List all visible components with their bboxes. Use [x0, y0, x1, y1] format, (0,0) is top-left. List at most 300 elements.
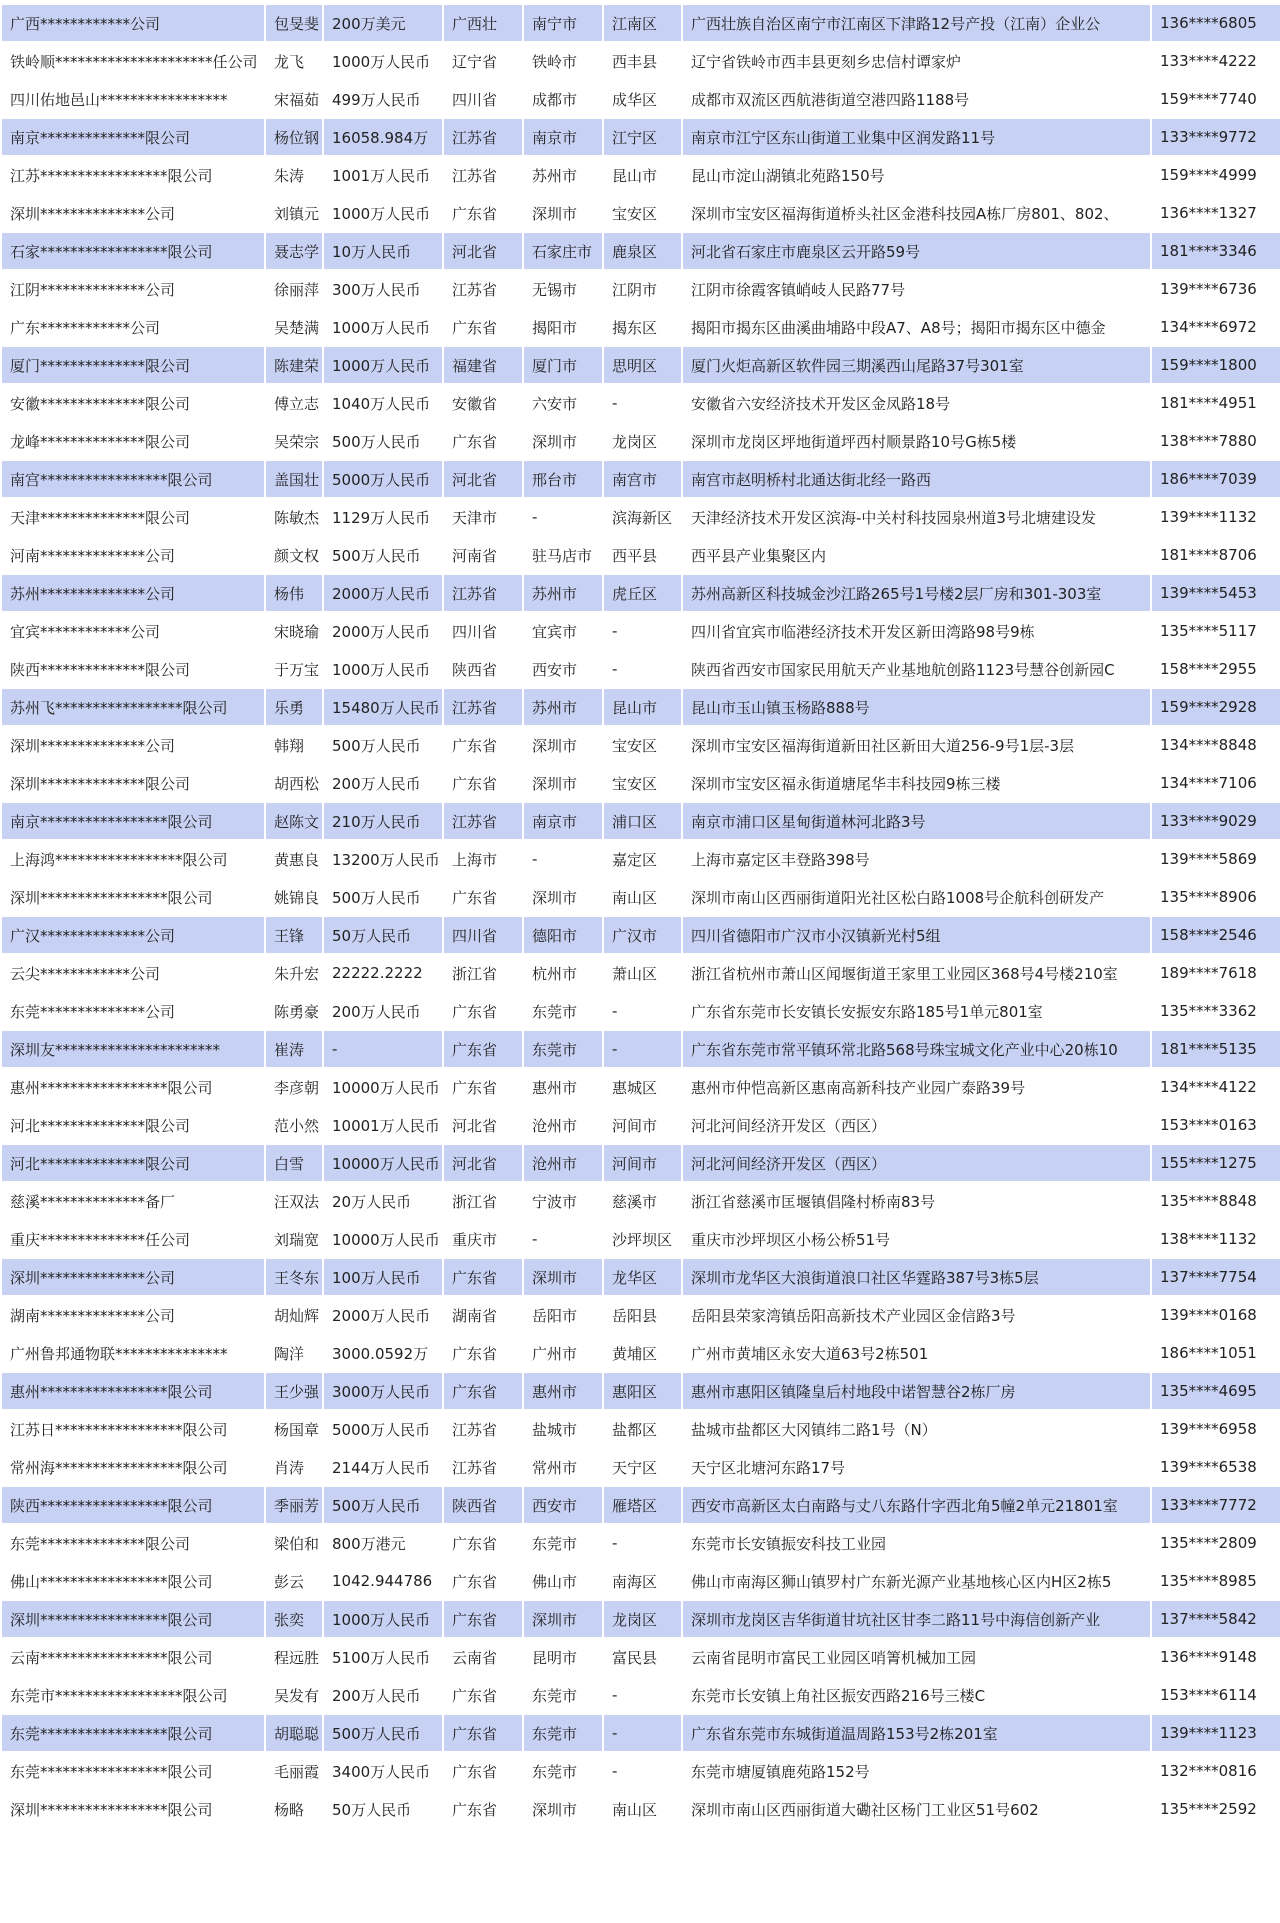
district-cell: -	[604, 1677, 681, 1713]
registered-capital-cell: 500万人民币	[324, 879, 442, 915]
city-cell: 南京市	[524, 803, 602, 839]
registered-capital-cell: 1000万人民币	[324, 195, 442, 231]
phone-cell: 158****2546	[1152, 917, 1280, 953]
registered-capital-cell: 3000万人民币	[324, 1373, 442, 1409]
phone-cell: 159****1800	[1152, 347, 1280, 383]
legal-person-cell: 韩翔	[266, 727, 322, 763]
legal-person-cell: 杨位钢	[266, 119, 322, 155]
city-cell: 深圳市	[524, 1259, 602, 1295]
phone-cell: 134****4122	[1152, 1069, 1280, 1105]
address-cell: 云南省昆明市富民工业园区哨箐机械加工园	[683, 1639, 1150, 1675]
table-body	[2, 5, 1280, 1827]
phone-cell: 135****8848	[1152, 1183, 1280, 1219]
company-name-cell: 东莞市*****************限公司	[2, 1677, 264, 1713]
phone-cell: 138****1132	[1152, 1221, 1280, 1257]
legal-person-cell: 吴发有	[266, 1677, 322, 1713]
address-cell: 广西壮族自治区南宁市江南区下津路12号产投（江南）企业公	[683, 5, 1150, 41]
legal-person-cell: 聂志学	[266, 233, 322, 269]
address-cell: 西平县产业集聚区内	[683, 537, 1150, 573]
province-cell: 广东省	[444, 879, 522, 915]
province-cell: 浙江省	[444, 955, 522, 991]
district-cell: 鹿泉区	[604, 233, 681, 269]
province-cell: 四川省	[444, 917, 522, 953]
city-cell: 苏州市	[524, 157, 602, 193]
address-cell: 浙江省慈溪市匡堰镇倡隆村桥南83号	[683, 1183, 1150, 1219]
province-cell: 广东省	[444, 727, 522, 763]
district-cell: -	[604, 1525, 681, 1561]
company-name-cell: 河北**************限公司	[2, 1145, 264, 1181]
district-cell: 河间市	[604, 1145, 681, 1181]
city-cell: 沧州市	[524, 1145, 602, 1181]
district-cell: -	[604, 1715, 681, 1751]
city-cell: 揭阳市	[524, 309, 602, 345]
legal-person-cell: 宋晓瑜	[266, 613, 322, 649]
company-name-cell: 深圳友**********************	[2, 1031, 264, 1067]
phone-cell: 135****8906	[1152, 879, 1280, 915]
phone-cell: 133****4222	[1152, 43, 1280, 79]
city-cell: 昆明市	[524, 1639, 602, 1675]
district-cell: -	[604, 993, 681, 1029]
phone-cell: 134****7106	[1152, 765, 1280, 801]
district-cell: 江阴市	[604, 271, 681, 307]
phone-cell: 159****4999	[1152, 157, 1280, 193]
legal-person-cell: 盖国壮	[266, 461, 322, 497]
table-row	[2, 1411, 1280, 1447]
city-cell: 铁岭市	[524, 43, 602, 79]
city-cell: 东莞市	[524, 1753, 602, 1789]
legal-person-cell: 吴荣宗	[266, 423, 322, 459]
district-cell: 浦口区	[604, 803, 681, 839]
city-cell: 惠州市	[524, 1373, 602, 1409]
address-cell: 河北河间经济开发区（西区）	[683, 1145, 1150, 1181]
table-row	[2, 461, 1280, 497]
address-cell: 陕西省西安市国家民用航天产业基地航创路1123号慧谷创新园C	[683, 651, 1150, 687]
company-name-cell: 河南**************公司	[2, 537, 264, 573]
city-cell: 邢台市	[524, 461, 602, 497]
address-cell: 浙江省杭州市萧山区闻堰街道王家里工业园区368号4号楼210室	[683, 955, 1150, 991]
district-cell: 天宁区	[604, 1449, 681, 1485]
district-cell: 西平县	[604, 537, 681, 573]
registered-capital-cell: 2000万人民币	[324, 1297, 442, 1333]
table-row	[2, 1753, 1280, 1789]
district-cell: 南宫市	[604, 461, 681, 497]
phone-cell: 189****7618	[1152, 955, 1280, 991]
city-cell: 东莞市	[524, 1715, 602, 1751]
registered-capital-cell: 1000万人民币	[324, 347, 442, 383]
company-table	[0, 3, 1280, 1829]
district-cell: 揭东区	[604, 309, 681, 345]
company-name-cell: 深圳**************限公司	[2, 765, 264, 801]
district-cell: 岳阳县	[604, 1297, 681, 1333]
table-row	[2, 689, 1280, 725]
legal-person-cell: 胡聪聪	[266, 1715, 322, 1751]
city-cell: 无锡市	[524, 271, 602, 307]
city-cell: 石家庄市	[524, 233, 602, 269]
registered-capital-cell: 10万人民币	[324, 233, 442, 269]
phone-cell: 133****9772	[1152, 119, 1280, 155]
table-row	[2, 195, 1280, 231]
legal-person-cell: 傅立志	[266, 385, 322, 421]
table-row	[2, 1601, 1280, 1637]
registered-capital-cell: 22222.2222	[324, 955, 442, 991]
registered-capital-cell: 16058.984万	[324, 119, 442, 155]
address-cell: 深圳市龙岗区吉华街道甘坑社区甘李二路11号中海信创新产业	[683, 1601, 1150, 1637]
city-cell: 常州市	[524, 1449, 602, 1485]
company-name-cell: 深圳**************公司	[2, 195, 264, 231]
city-cell: 东莞市	[524, 1677, 602, 1713]
company-name-cell: 湖南**************公司	[2, 1297, 264, 1333]
city-cell: 深圳市	[524, 765, 602, 801]
legal-person-cell: 赵陈文	[266, 803, 322, 839]
phone-cell: 139****1132	[1152, 499, 1280, 535]
province-cell: 福建省	[444, 347, 522, 383]
city-cell: 深圳市	[524, 1791, 602, 1827]
province-cell: 河北省	[444, 1107, 522, 1143]
district-cell: 雁塔区	[604, 1487, 681, 1523]
registered-capital-cell: 50万人民币	[324, 1791, 442, 1827]
address-cell: 广东省东莞市长安镇长安振安东路185号1单元801室	[683, 993, 1150, 1029]
registered-capital-cell: 2000万人民币	[324, 575, 442, 611]
province-cell: 广东省	[444, 765, 522, 801]
address-cell: 深圳市宝安区福永街道塘尾华丰科技园9栋三楼	[683, 765, 1150, 801]
district-cell: -	[604, 1753, 681, 1789]
city-cell: -	[524, 841, 602, 877]
address-cell: 东莞市塘厦镇鹿苑路152号	[683, 1753, 1150, 1789]
company-name-cell: 厦门**************限公司	[2, 347, 264, 383]
company-name-cell: 东莞**************限公司	[2, 1525, 264, 1561]
table-row	[2, 955, 1280, 991]
province-cell: 广东省	[444, 1525, 522, 1561]
phone-cell: 186****7039	[1152, 461, 1280, 497]
address-cell: 东莞市长安镇上角社区振安西路216号三楼C	[683, 1677, 1150, 1713]
table-row	[2, 575, 1280, 611]
table-row	[2, 233, 1280, 269]
phone-cell: 139****6736	[1152, 271, 1280, 307]
phone-cell: 139****6958	[1152, 1411, 1280, 1447]
province-cell: 广东省	[444, 1677, 522, 1713]
registered-capital-cell: 10001万人民币	[324, 1107, 442, 1143]
company-name-cell: 河北**************限公司	[2, 1107, 264, 1143]
province-cell: 湖南省	[444, 1297, 522, 1333]
legal-person-cell: 吴楚满	[266, 309, 322, 345]
address-cell: 南京市浦口区星甸街道林河北路3号	[683, 803, 1150, 839]
province-cell: 四川省	[444, 81, 522, 117]
district-cell: 龙岗区	[604, 1601, 681, 1637]
city-cell: -	[524, 1221, 602, 1257]
company-name-cell: 南京*****************限公司	[2, 803, 264, 839]
address-cell: 河北河间经济开发区（西区）	[683, 1107, 1150, 1143]
city-cell: 岳阳市	[524, 1297, 602, 1333]
company-name-cell: 龙峰**************限公司	[2, 423, 264, 459]
table-row	[2, 1373, 1280, 1409]
registered-capital-cell: 1129万人民币	[324, 499, 442, 535]
table-row	[2, 1259, 1280, 1295]
province-cell: 河南省	[444, 537, 522, 573]
city-cell: 西安市	[524, 1487, 602, 1523]
province-cell: 广东省	[444, 1031, 522, 1067]
table-row	[2, 727, 1280, 763]
table-row	[2, 423, 1280, 459]
legal-person-cell: 王冬东	[266, 1259, 322, 1295]
company-name-cell: 宜宾************公司	[2, 613, 264, 649]
district-cell: 宝安区	[604, 727, 681, 763]
city-cell: 成都市	[524, 81, 602, 117]
address-cell: 河北省石家庄市鹿泉区云开路59号	[683, 233, 1150, 269]
address-cell: 上海市嘉定区丰登路398号	[683, 841, 1150, 877]
phone-cell: 181****3346	[1152, 233, 1280, 269]
registered-capital-cell: 100万人民币	[324, 1259, 442, 1295]
company-name-cell: 铁岭顺*********************任公司	[2, 43, 264, 79]
registered-capital-cell: 5000万人民币	[324, 461, 442, 497]
table-row	[2, 879, 1280, 915]
city-cell: 深圳市	[524, 1601, 602, 1637]
company-name-cell: 重庆**************任公司	[2, 1221, 264, 1257]
district-cell: 昆山市	[604, 689, 681, 725]
phone-cell: 181****5135	[1152, 1031, 1280, 1067]
province-cell: 江苏省	[444, 803, 522, 839]
province-cell: 广东省	[444, 1791, 522, 1827]
province-cell: 广东省	[444, 993, 522, 1029]
table-row	[2, 5, 1280, 41]
company-name-cell: 江苏日*****************限公司	[2, 1411, 264, 1447]
legal-person-cell: 徐丽萍	[266, 271, 322, 307]
registered-capital-cell: 210万人民币	[324, 803, 442, 839]
legal-person-cell: 王锋	[266, 917, 322, 953]
company-name-cell: 云南*****************限公司	[2, 1639, 264, 1675]
province-cell: 河北省	[444, 233, 522, 269]
company-name-cell: 南宫*****************限公司	[2, 461, 264, 497]
district-cell: 南海区	[604, 1563, 681, 1599]
company-name-cell: 陕西*****************限公司	[2, 1487, 264, 1523]
legal-person-cell: 乐勇	[266, 689, 322, 725]
table-row	[2, 803, 1280, 839]
table-row	[2, 1449, 1280, 1485]
legal-person-cell: 王少强	[266, 1373, 322, 1409]
province-cell: 天津市	[444, 499, 522, 535]
legal-person-cell: 杨国章	[266, 1411, 322, 1447]
registered-capital-cell: 500万人民币	[324, 727, 442, 763]
address-cell: 西安市高新区太白南路与丈八东路什字西北角5幢2单元21801室	[683, 1487, 1150, 1523]
district-cell: -	[604, 385, 681, 421]
phone-cell: 135****4695	[1152, 1373, 1280, 1409]
company-name-cell: 云尖************公司	[2, 955, 264, 991]
phone-cell: 155****1275	[1152, 1145, 1280, 1181]
city-cell: 杭州市	[524, 955, 602, 991]
legal-person-cell: 朱涛	[266, 157, 322, 193]
table-row	[2, 43, 1280, 79]
registered-capital-cell: 13200万人民币	[324, 841, 442, 877]
legal-person-cell: 季丽芳	[266, 1487, 322, 1523]
province-cell: 江苏省	[444, 689, 522, 725]
address-cell: 深圳市龙华区大浪街道浪口社区华霆路387号3栋5层	[683, 1259, 1150, 1295]
district-cell: 宝安区	[604, 195, 681, 231]
address-cell: 广州市黄埔区永安大道63号2栋501	[683, 1335, 1150, 1371]
legal-person-cell: 崔涛	[266, 1031, 322, 1067]
address-cell: 广东省东莞市东城街道温周路153号2栋201室	[683, 1715, 1150, 1751]
city-cell: 惠州市	[524, 1069, 602, 1105]
registered-capital-cell: 15480万人民币	[324, 689, 442, 725]
province-cell: 四川省	[444, 613, 522, 649]
table-row	[2, 1145, 1280, 1181]
address-cell: 四川省宜宾市临港经济技术开发区新田湾路98号9栋	[683, 613, 1150, 649]
province-cell: 广东省	[444, 1259, 522, 1295]
table-row	[2, 157, 1280, 193]
district-cell: 江南区	[604, 5, 681, 41]
legal-person-cell: 张奕	[266, 1601, 322, 1637]
province-cell: 安徽省	[444, 385, 522, 421]
legal-person-cell: 杨伟	[266, 575, 322, 611]
phone-cell: 137****5842	[1152, 1601, 1280, 1637]
address-cell: 盐城市盐都区大冈镇纬二路1号（N）	[683, 1411, 1150, 1447]
company-name-cell: 江阴**************公司	[2, 271, 264, 307]
province-cell: 广东省	[444, 1563, 522, 1599]
registered-capital-cell: 50万人民币	[324, 917, 442, 953]
legal-person-cell: 范小然	[266, 1107, 322, 1143]
address-cell: 昆山市淀山湖镇北苑路150号	[683, 157, 1150, 193]
district-cell: 慈溪市	[604, 1183, 681, 1219]
registered-capital-cell: 5000万人民币	[324, 1411, 442, 1447]
legal-person-cell: 陈勇豪	[266, 993, 322, 1029]
registered-capital-cell: 10000万人民币	[324, 1145, 442, 1181]
table-row	[2, 309, 1280, 345]
legal-person-cell: 李彦朝	[266, 1069, 322, 1105]
district-cell: -	[604, 651, 681, 687]
address-cell: 惠州市仲恺高新区惠南高新科技产业园广泰路39号	[683, 1069, 1150, 1105]
province-cell: 江苏省	[444, 575, 522, 611]
table-row	[2, 271, 1280, 307]
table-row	[2, 119, 1280, 155]
legal-person-cell: 白雪	[266, 1145, 322, 1181]
province-cell: 江苏省	[444, 271, 522, 307]
legal-person-cell: 黄惠良	[266, 841, 322, 877]
registered-capital-cell: 500万人民币	[324, 537, 442, 573]
address-cell: 岳阳县荣家湾镇岳阳高新技术产业园区金信路3号	[683, 1297, 1150, 1333]
phone-cell: 181****8706	[1152, 537, 1280, 573]
phone-cell: 132****0816	[1152, 1753, 1280, 1789]
registered-capital-cell: 2000万人民币	[324, 613, 442, 649]
registered-capital-cell: 200万美元	[324, 5, 442, 41]
district-cell: 河间市	[604, 1107, 681, 1143]
company-name-cell: 深圳**************公司	[2, 1259, 264, 1295]
table-row	[2, 1335, 1280, 1371]
address-cell: 天津经济技术开发区滨海-中关村科技园泉州道3号北塘建设发	[683, 499, 1150, 535]
province-cell: 陕西省	[444, 651, 522, 687]
address-cell: 成都市双流区西航港街道空港四路1188号	[683, 81, 1150, 117]
table-row	[2, 1677, 1280, 1713]
city-cell: 苏州市	[524, 689, 602, 725]
district-cell: 萧山区	[604, 955, 681, 991]
legal-person-cell: 程远胜	[266, 1639, 322, 1675]
city-cell: 深圳市	[524, 879, 602, 915]
registered-capital-cell: 300万人民币	[324, 271, 442, 307]
province-cell: 广东省	[444, 309, 522, 345]
legal-person-cell: 杨略	[266, 1791, 322, 1827]
address-cell: 厦门火炬高新区软件园三期溪西山尾路37号301室	[683, 347, 1150, 383]
phone-cell: 139****0168	[1152, 1297, 1280, 1333]
city-cell: 德阳市	[524, 917, 602, 953]
district-cell: 黄埔区	[604, 1335, 681, 1371]
province-cell: 江苏省	[444, 119, 522, 155]
table-row	[2, 81, 1280, 117]
province-cell: 广东省	[444, 423, 522, 459]
company-name-cell: 江苏*****************限公司	[2, 157, 264, 193]
table-row	[2, 651, 1280, 687]
phone-cell: 159****2928	[1152, 689, 1280, 725]
province-cell: 广东省	[444, 1335, 522, 1371]
table-row	[2, 1487, 1280, 1523]
registered-capital-cell: 1040万人民币	[324, 385, 442, 421]
address-cell: 安徽省六安经济技术开发区金凤路18号	[683, 385, 1150, 421]
table-row	[2, 1107, 1280, 1143]
phone-cell: 135****5117	[1152, 613, 1280, 649]
phone-cell: 135****8985	[1152, 1563, 1280, 1599]
company-name-cell: 佛山*****************限公司	[2, 1563, 264, 1599]
table-row	[2, 1715, 1280, 1751]
district-cell: 昆山市	[604, 157, 681, 193]
registered-capital-cell: 5100万人民币	[324, 1639, 442, 1675]
address-cell: 东莞市长安镇振安科技工业园	[683, 1525, 1150, 1561]
table-row	[2, 613, 1280, 649]
city-cell: 驻马店市	[524, 537, 602, 573]
company-name-cell: 深圳**************公司	[2, 727, 264, 763]
registered-capital-cell: 200万人民币	[324, 765, 442, 801]
table-row	[2, 385, 1280, 421]
district-cell: 广汉市	[604, 917, 681, 953]
phone-cell: 153****6114	[1152, 1677, 1280, 1713]
legal-person-cell: 汪双法	[266, 1183, 322, 1219]
province-cell: 河北省	[444, 1145, 522, 1181]
district-cell: 惠阳区	[604, 1373, 681, 1409]
legal-person-cell: 朱升宏	[266, 955, 322, 991]
company-name-cell: 深圳*****************限公司	[2, 879, 264, 915]
address-cell: 南京市江宁区东山街道工业集中区润发路11号	[683, 119, 1150, 155]
province-cell: 重庆市	[444, 1221, 522, 1257]
city-cell: 东莞市	[524, 1525, 602, 1561]
legal-person-cell: 陈敏杰	[266, 499, 322, 535]
registered-capital-cell: 10000万人民币	[324, 1069, 442, 1105]
registered-capital-cell: 20万人民币	[324, 1183, 442, 1219]
district-cell: 富民县	[604, 1639, 681, 1675]
city-cell: 宁波市	[524, 1183, 602, 1219]
table-row	[2, 347, 1280, 383]
province-cell: 广东省	[444, 1601, 522, 1637]
table-row	[2, 1297, 1280, 1333]
legal-person-cell: 刘瑞宽	[266, 1221, 322, 1257]
city-cell: 宜宾市	[524, 613, 602, 649]
address-cell: 南宫市赵明桥村北通达街北经一路西	[683, 461, 1150, 497]
district-cell: 虎丘区	[604, 575, 681, 611]
city-cell: 广州市	[524, 1335, 602, 1371]
address-cell: 四川省德阳市广汉市小汉镇新光村5组	[683, 917, 1150, 953]
legal-person-cell: 陶洋	[266, 1335, 322, 1371]
address-cell: 昆山市玉山镇玉杨路888号	[683, 689, 1150, 725]
district-cell: 南山区	[604, 1791, 681, 1827]
registered-capital-cell: 499万人民币	[324, 81, 442, 117]
legal-person-cell: 陈建荣	[266, 347, 322, 383]
company-name-cell: 常州海*****************限公司	[2, 1449, 264, 1485]
registered-capital-cell: 200万人民币	[324, 993, 442, 1029]
company-name-cell: 广州鲁邦通物联***************	[2, 1335, 264, 1371]
company-name-cell: 广东************公司	[2, 309, 264, 345]
phone-cell: 139****1123	[1152, 1715, 1280, 1751]
province-cell: 广东省	[444, 1373, 522, 1409]
registered-capital-cell: 3000.0592万	[324, 1335, 442, 1371]
table-row	[2, 1183, 1280, 1219]
phone-cell: 139****5869	[1152, 841, 1280, 877]
city-cell: 沧州市	[524, 1107, 602, 1143]
province-cell: 广东省	[444, 1715, 522, 1751]
phone-cell: 136****9148	[1152, 1639, 1280, 1675]
